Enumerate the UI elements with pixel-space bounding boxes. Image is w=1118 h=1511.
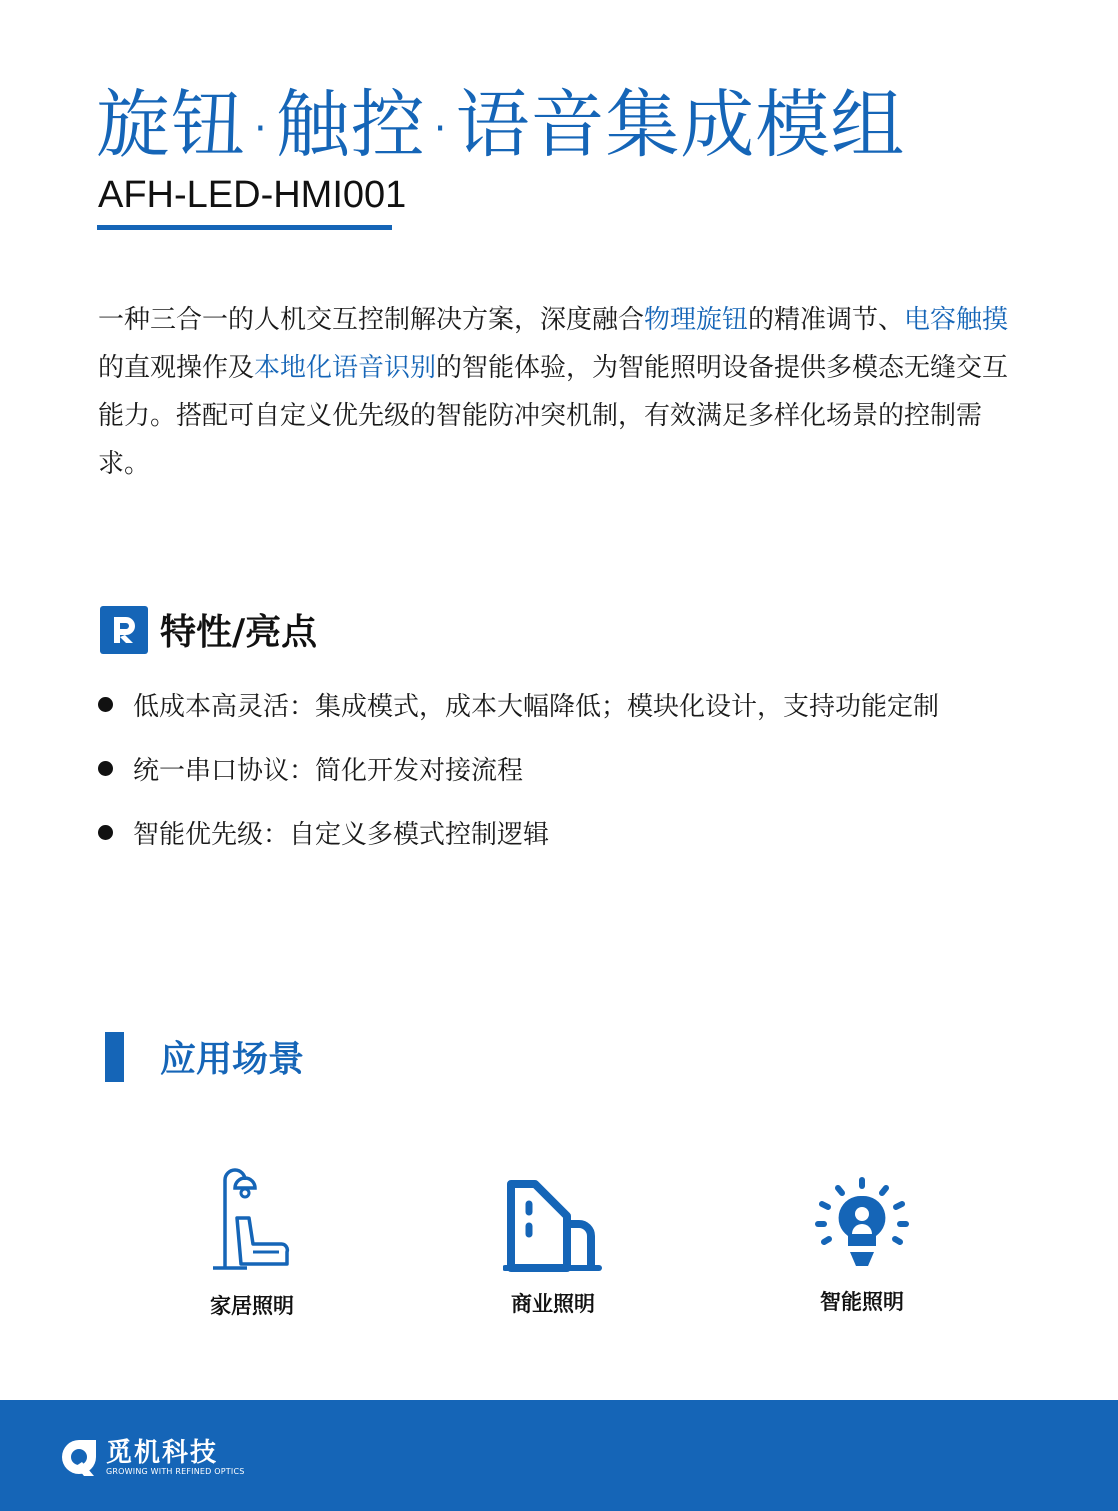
scene-commercial-lighting: [443, 1176, 663, 1318]
feature-list: [98, 680, 939, 872]
intro-highlight-touch: 电容触摸: [904, 305, 1009, 335]
scene-label: 商业照明: [511, 1292, 595, 1316]
intro-text: 的精准调节、: [748, 305, 905, 335]
lamp-chair-icon: [207, 1166, 297, 1276]
intro-highlight-knob: 物理旋钮: [644, 305, 749, 335]
scene-smart-lighting: [752, 1176, 972, 1316]
page-title: [96, 66, 905, 172]
scene-home-lighting: [142, 1166, 362, 1320]
feature-text: 智能优先级：自定义多模式控制逻辑: [133, 819, 550, 850]
section-bar: [105, 1032, 124, 1082]
footer-logo: [60, 1438, 245, 1478]
title-part-touch: 触控: [275, 82, 426, 168]
intro-text: 的智能体验，为智能照明设备提供多模态无缝交互能力。搭配可自定义优先级的智能防冲突机制，有效满足多样化场景的控制需求。: [98, 353, 1009, 479]
footer-bar: [0, 1400, 1118, 1511]
intro-text: 的直观操作及: [98, 353, 255, 383]
intro-paragraph: [98, 296, 1028, 488]
list-item: [98, 808, 939, 856]
brand-text: [106, 1439, 245, 1477]
bullet-icon: [98, 825, 113, 840]
smart-bulb-icon: [814, 1176, 910, 1272]
brand-name: 觅机科技: [106, 1438, 219, 1468]
features-header: [100, 604, 317, 655]
feature-text: 统一串口协议：简化开发对接流程: [133, 755, 524, 786]
applications-title: 应用场景: [160, 1039, 305, 1080]
intro-highlight-voice: 本地化语音识别: [254, 353, 437, 383]
title-separator: ·: [254, 106, 268, 153]
features-title: 特性/亮点: [160, 612, 318, 653]
intro-text: 一种三合一的人机交互控制解决方案，深度融合: [98, 305, 645, 335]
building-icon: [503, 1176, 603, 1274]
model-underline: [97, 225, 392, 230]
title-part-knob: 旋钮: [96, 82, 246, 168]
brand-r-icon: [100, 606, 148, 654]
bullet-icon: [98, 697, 113, 712]
feature-text: 低成本高灵活：集成模式，成本大幅降低；模块化设计，支持功能定制: [133, 691, 940, 722]
title-separator: ·: [433, 106, 448, 153]
applications-header: [105, 1031, 304, 1082]
brand-logo-icon: [60, 1438, 98, 1478]
model-number: AFH-LED-HMI001: [98, 174, 407, 216]
list-item: [98, 680, 939, 728]
scene-label: 家居照明: [210, 1294, 294, 1318]
scene-label: 智能照明: [820, 1290, 904, 1314]
bullet-icon: [98, 761, 113, 776]
brand-slogan: GROWING WITH REFINED OPTICS: [106, 1467, 245, 1476]
list-item: [98, 744, 939, 792]
title-part-voice: 语音集成模组: [455, 82, 906, 168]
